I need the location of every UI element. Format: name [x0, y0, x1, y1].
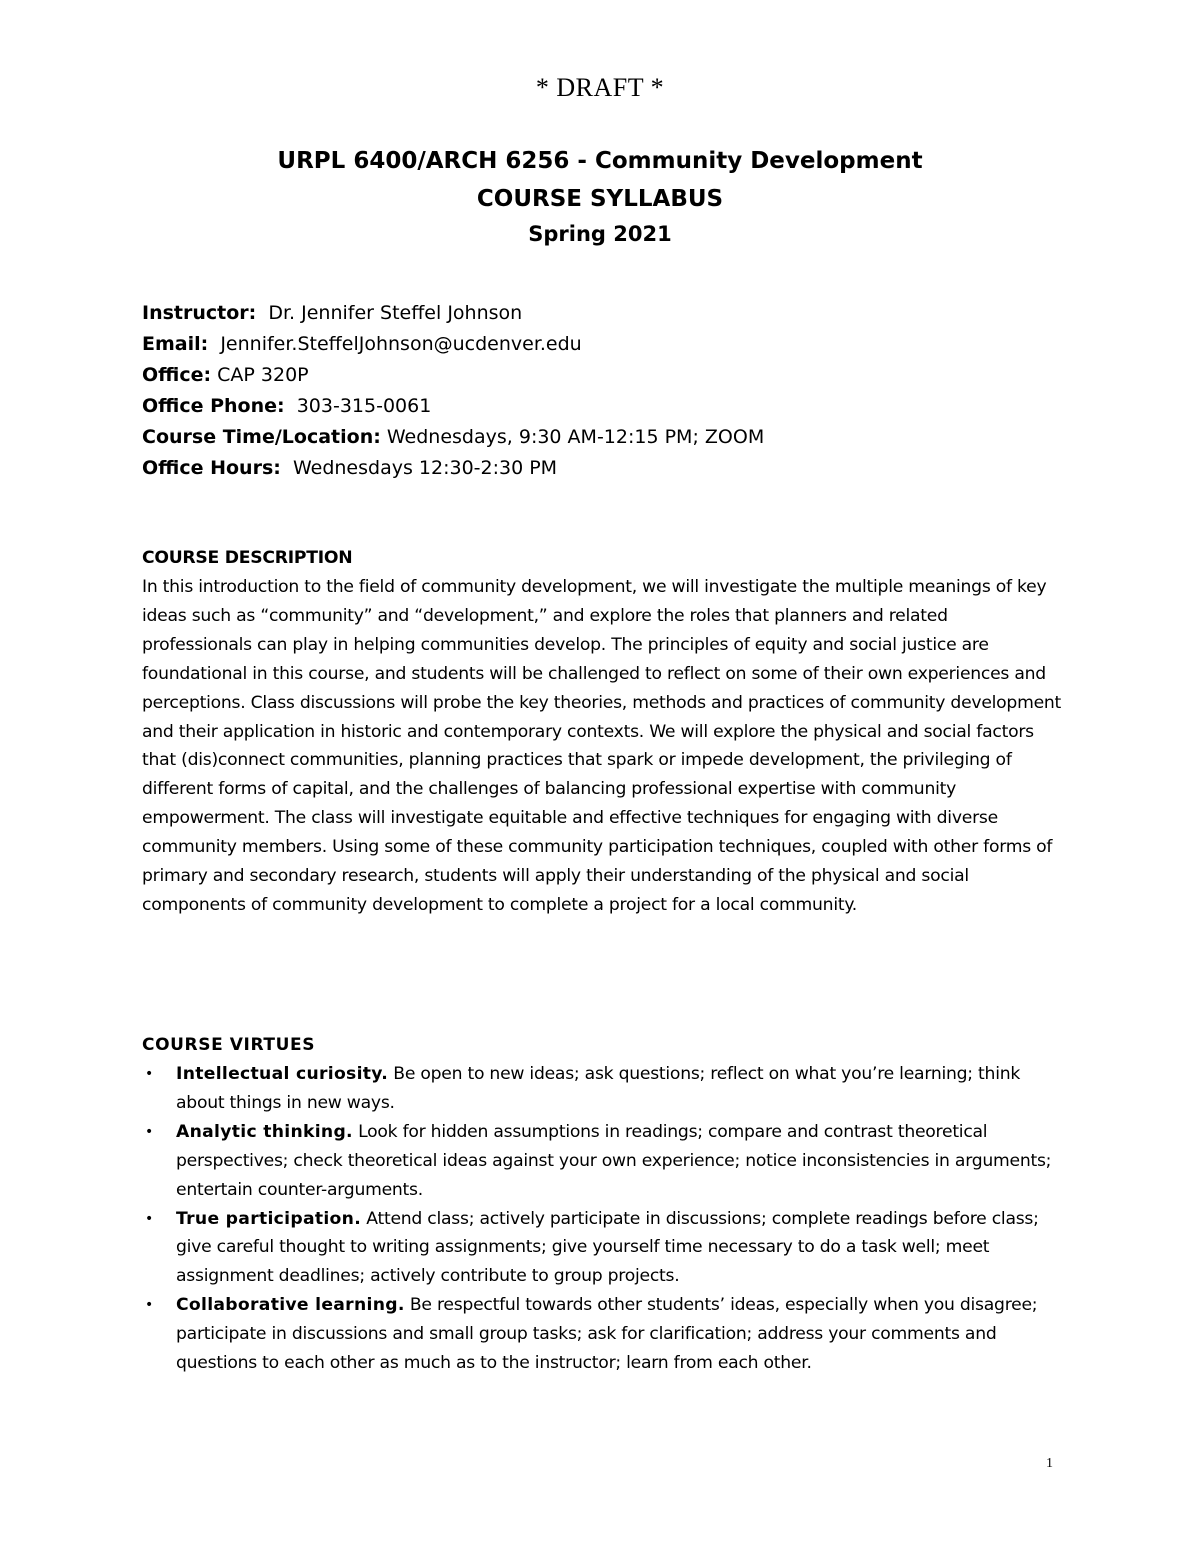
- info-label: Course Time/Location:: [142, 426, 381, 448]
- info-value: Wednesdays, 9:30 AM-12:15 PM; ZOOM: [386, 426, 765, 448]
- info-label: Office Phone:: [142, 395, 285, 417]
- course-title: URPL 6400/ARCH 6256 - Community Development: [277, 148, 923, 174]
- info-value: Dr. Jennifer Steffel Johnson: [268, 302, 523, 324]
- virtue-list: [142, 1060, 1062, 1378]
- title-block: [0, 142, 1200, 250]
- course-description-text: In this introduction to the field of community development, we will investigate the multiple meanings of key ideas such as “community” and “development,” and explore the roles that planners and related professionals can play in helping communities develop. The principles of equity and social justice are foundational in this course, and students will be challenged to reflect on some of their own experiences and perceptions. Class discussions will probe the key theories, methods and practices of community development and their application in historic and contemporary contexts. We will explore the physical and social factors that (dis)connect communities, planning practices that spark or impede development, the privileging of different forms of capital, and the challenges of balancing professional expertise with community empowerment. The class will investigate equitable and effective techniques for engaging with diverse community members. Using some of these community participation techniques, coupled with other forms of primary and secondary research, students will apply their understanding of the physical and social components of community development to complete a project for a local community.: [142, 577, 1062, 915]
- term: Spring 2021: [528, 222, 672, 246]
- document-type: COURSE SYLLABUS: [476, 186, 724, 212]
- list-item: [142, 1060, 1062, 1118]
- page-number: 1: [1046, 1456, 1053, 1471]
- info-value: Wednesdays 12:30-2:30 PM: [292, 457, 558, 479]
- email-link[interactable]: Jennifer.SteffelJohnson@ucdenver.edu: [220, 333, 582, 355]
- bullet-icon: •: [144, 1066, 153, 1082]
- info-row-email: [142, 329, 1062, 360]
- section-heading: COURSE VIRTUES: [142, 1035, 316, 1055]
- info-row-instructor: [142, 298, 1062, 329]
- virtue-text: Be open to new ideas; ask questions; reflect on what you’re learning; think about things in new ways.: [176, 1064, 1021, 1113]
- list-item: [142, 1291, 1062, 1378]
- bullet-icon: •: [144, 1123, 153, 1140]
- info-label: Office:: [142, 364, 212, 386]
- list-item: [142, 1205, 1062, 1292]
- info-value: CAP 320P: [217, 364, 309, 386]
- virtue-label: Collaborative learning.: [176, 1295, 405, 1316]
- info-value: 303-315-0061: [296, 395, 432, 417]
- virtue-label: True participation.: [176, 1208, 362, 1229]
- course-virtues-section: [142, 1031, 1062, 1378]
- draft-label: * DRAFT *: [535, 73, 665, 102]
- course-description-section: [142, 544, 1062, 920]
- virtue-text: Look for hidden assumptions in readings; compare and contrast theoretical perspectives; check theoretical ideas against your own experience; notice inconsistencies in arguments; entertain counter-arguments.: [176, 1121, 1052, 1200]
- info-row-course-time: [142, 422, 1062, 453]
- info-label: Office Hours:: [142, 457, 281, 479]
- bullet-icon: •: [144, 1297, 153, 1314]
- virtue-text: Be respectful towards other students’ ideas, especially when you disagree; participate in discussions and small group tasks; ask for clarification; address your comments and questions to each other as much as to the instructor; learn from each other.: [176, 1295, 1038, 1374]
- section-heading: COURSE DESCRIPTION: [142, 548, 353, 568]
- virtue-label: Analytic thinking.: [176, 1121, 353, 1142]
- info-row-office: [142, 360, 1062, 391]
- virtue-text: Attend class; actively participate in discussions; complete readings before class; give careful thought to writing assignments; give yourself time necessary to do a task well; meet assignment deadlines; actively contribute to group projects.: [176, 1208, 1039, 1287]
- info-label: Email:: [142, 333, 209, 355]
- info-row-office-phone: [142, 391, 1062, 422]
- info-label: Instructor:: [142, 302, 257, 324]
- bullet-icon: •: [144, 1210, 153, 1227]
- list-item: [142, 1118, 1062, 1205]
- course-info: [142, 298, 1062, 484]
- virtue-label: Intellectual curiosity.: [176, 1064, 389, 1084]
- info-row-office-hours: [142, 453, 1062, 484]
